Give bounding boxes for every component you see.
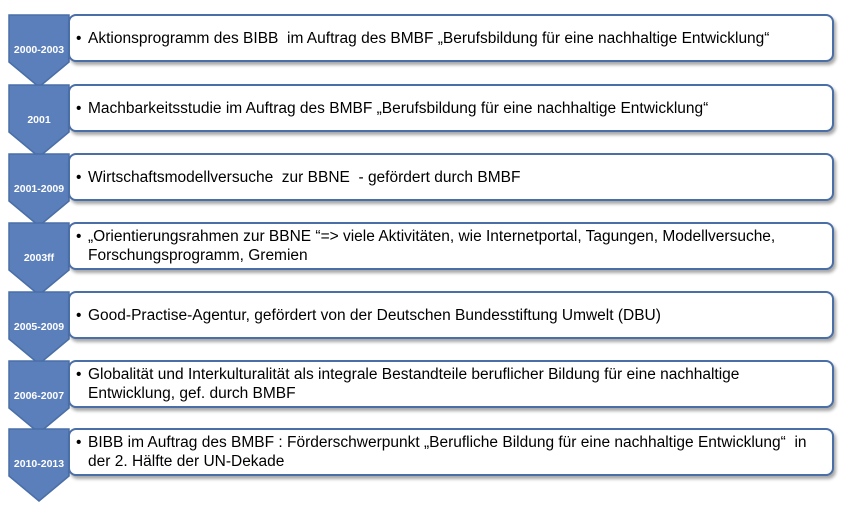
period-label: 2003ff bbox=[23, 252, 55, 264]
period-label: 2010-2013 bbox=[13, 458, 65, 470]
entry-box bbox=[68, 291, 834, 339]
timeline-row bbox=[0, 291, 850, 365]
entry-box bbox=[68, 222, 834, 270]
entry-text: „Orientierungsrahmen zur BBNE “=> viele Aktivitäten, wie Internetportal, Tagungen, Modellversuche, Forschungsprogramm, Gremien bbox=[88, 228, 780, 264]
bullet-icon: • bbox=[76, 228, 82, 245]
bullet-icon: • bbox=[76, 366, 82, 383]
timeline-row bbox=[0, 84, 850, 158]
entry-text: Aktionsprogramm des BIBB im Auftrag des BMBF „Berufsbildung für eine nachhaltige Entwicklung“ bbox=[88, 29, 770, 47]
entry-text: Machbarkeitsstudie im Auftrag des BMBF „Berufsbildung für eine nachhaltige Entwicklung“ bbox=[88, 99, 709, 117]
entry-text: Globalität und Interkulturalität als integrale Bestandteile beruflicher Bildung für eine nachhaltige Entwicklung, gef. durch BMBF bbox=[88, 366, 744, 402]
entry-box bbox=[68, 84, 834, 132]
entry-box bbox=[68, 14, 834, 62]
timeline-row bbox=[0, 360, 850, 434]
period-label: 2001 bbox=[27, 114, 51, 126]
period-label: 2001-2009 bbox=[13, 183, 65, 195]
entry-box bbox=[68, 360, 834, 408]
entry-box bbox=[68, 153, 834, 201]
timeline-row bbox=[0, 14, 850, 88]
period-label: 2006-2007 bbox=[13, 390, 65, 402]
bullet-icon: • bbox=[76, 168, 82, 186]
entry-text: Good-Practise-Agentur, gefördert von der Deutschen Bundesstiftung Umwelt (DBU) bbox=[88, 306, 661, 324]
timeline-row bbox=[0, 428, 850, 502]
bullet-icon: • bbox=[76, 99, 82, 117]
bullet-icon: • bbox=[76, 434, 82, 451]
timeline-row bbox=[0, 222, 850, 296]
entry-text: Wirtschaftsmodellversuche zur BBNE - gefördert durch BMBF bbox=[88, 168, 521, 186]
period-label: 2000-2003 bbox=[13, 44, 65, 56]
bullet-icon: • bbox=[76, 306, 82, 324]
entry-text: BIBB im Auftrag des BMBF : Förderschwerpunkt „Berufliche Bildung für eine nachhaltige Entwicklung“ in der 2. Hälfte der UN-Dekade bbox=[88, 434, 811, 470]
period-label: 2005-2009 bbox=[13, 321, 65, 333]
timeline-row bbox=[0, 153, 850, 227]
entry-box bbox=[68, 428, 834, 476]
bullet-icon: • bbox=[76, 29, 82, 47]
